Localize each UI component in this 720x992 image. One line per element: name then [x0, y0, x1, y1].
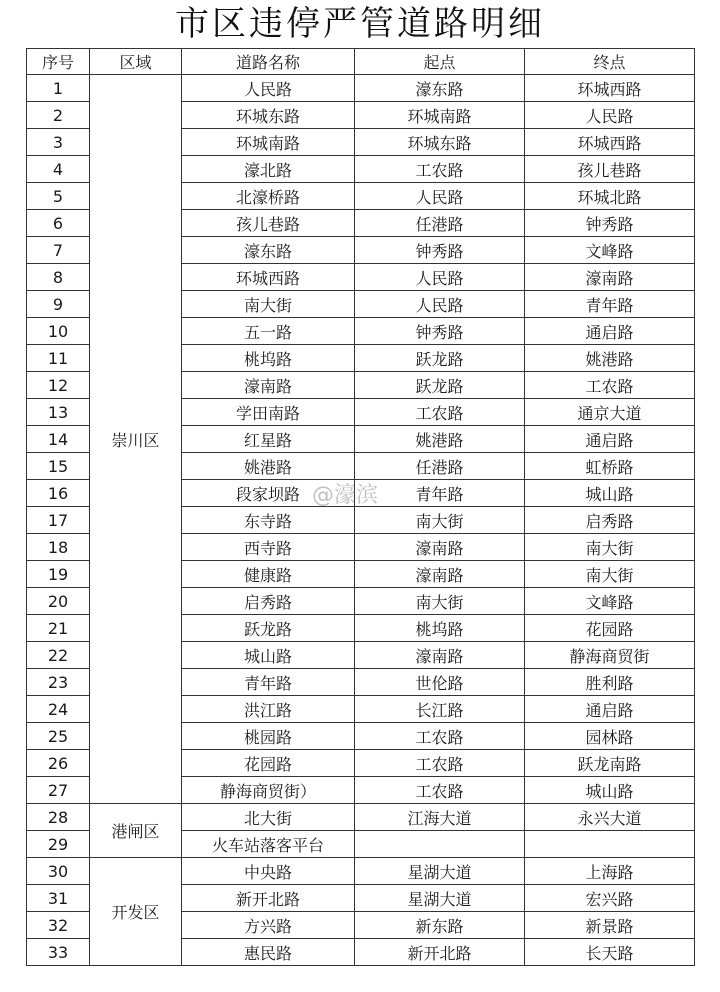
- road-name-cell: 跃龙路: [182, 615, 355, 642]
- road-name-cell: 健康路: [182, 561, 355, 588]
- start-point-cell: 工农路: [355, 777, 525, 804]
- end-point-cell: 静海商贸街: [525, 642, 695, 669]
- end-point-cell: 胜利路: [525, 669, 695, 696]
- row-number-cell: 27: [27, 777, 90, 804]
- start-point-cell: 桃坞路: [355, 615, 525, 642]
- end-point-cell: 通京大道: [525, 399, 695, 426]
- end-point-cell: 人民路: [525, 102, 695, 129]
- end-point-cell: 花园路: [525, 615, 695, 642]
- start-point-cell: 工农路: [355, 156, 525, 183]
- road-name-cell: 花园路: [182, 750, 355, 777]
- end-point-cell: 跃龙南路: [525, 750, 695, 777]
- road-name-cell: 西寺路: [182, 534, 355, 561]
- row-number-cell: 5: [27, 183, 90, 210]
- district-cell: 崇川区: [90, 75, 182, 804]
- row-number-cell: 2: [27, 102, 90, 129]
- page-title: 市区违停严管道路明细: [175, 4, 545, 44]
- start-point-cell: 钟秀路: [355, 318, 525, 345]
- start-point-cell: 南大街: [355, 588, 525, 615]
- table-row: [27, 75, 695, 102]
- road-name-cell: 孩儿巷路: [182, 210, 355, 237]
- start-point-cell: 青年路: [355, 480, 525, 507]
- start-point-cell: 江海大道: [355, 804, 525, 831]
- end-point-cell: 姚港路: [525, 345, 695, 372]
- start-point-cell: 人民路: [355, 264, 525, 291]
- row-number-cell: 30: [27, 858, 90, 885]
- end-point-cell: 新景路: [525, 912, 695, 939]
- road-name-cell: 北濠桥路: [182, 183, 355, 210]
- row-number-cell: 33: [27, 939, 90, 966]
- start-point-cell: 新东路: [355, 912, 525, 939]
- road-name-cell: 桃坞路: [182, 345, 355, 372]
- header-start-point: 起点: [355, 49, 525, 75]
- table-row: [27, 858, 695, 885]
- table-row: [27, 804, 695, 831]
- row-number-cell: 13: [27, 399, 90, 426]
- start-point-cell: 任港路: [355, 453, 525, 480]
- end-point-cell: 濠南路: [525, 264, 695, 291]
- start-point-cell: 星湖大道: [355, 885, 525, 912]
- row-number-cell: 23: [27, 669, 90, 696]
- row-number-cell: 15: [27, 453, 90, 480]
- road-name-cell: 人民路: [182, 75, 355, 102]
- start-point-cell: 濠南路: [355, 534, 525, 561]
- row-number-cell: 25: [27, 723, 90, 750]
- road-name-cell: 姚港路: [182, 453, 355, 480]
- end-point-cell: 工农路: [525, 372, 695, 399]
- start-point-cell: 人民路: [355, 183, 525, 210]
- end-point-cell: 文峰路: [525, 588, 695, 615]
- start-point-cell: 姚港路: [355, 426, 525, 453]
- header-no: 序号: [27, 49, 90, 75]
- road-name-cell: 学田南路: [182, 399, 355, 426]
- road-name-cell: 红星路: [182, 426, 355, 453]
- start-point-cell: 星湖大道: [355, 858, 525, 885]
- road-name-cell: 青年路: [182, 669, 355, 696]
- start-point-cell: 世伦路: [355, 669, 525, 696]
- end-point-cell: 上海路: [525, 858, 695, 885]
- start-point-cell: 跃龙路: [355, 372, 525, 399]
- header-end-point: 终点: [525, 49, 695, 75]
- road-name-cell: 北大街: [182, 804, 355, 831]
- row-number-cell: 9: [27, 291, 90, 318]
- row-number-cell: 16: [27, 480, 90, 507]
- road-name-cell: 新开北路: [182, 885, 355, 912]
- road-name-cell: 濠东路: [182, 237, 355, 264]
- road-name-cell: 段家坝路: [182, 480, 355, 507]
- row-number-cell: 32: [27, 912, 90, 939]
- row-number-cell: 24: [27, 696, 90, 723]
- start-point-cell: 跃龙路: [355, 345, 525, 372]
- road-name-cell: 南大街: [182, 291, 355, 318]
- end-point-cell: 文峰路: [525, 237, 695, 264]
- row-number-cell: 20: [27, 588, 90, 615]
- end-point-cell: 南大街: [525, 561, 695, 588]
- table-body: [27, 75, 695, 966]
- road-name-cell: 濠北路: [182, 156, 355, 183]
- header-district: 区域: [90, 49, 182, 75]
- end-point-cell: 通启路: [525, 426, 695, 453]
- end-point-cell: 启秀路: [525, 507, 695, 534]
- start-point-cell: 工农路: [355, 399, 525, 426]
- end-point-cell: 永兴大道: [525, 804, 695, 831]
- road-name-cell: 环城东路: [182, 102, 355, 129]
- start-point-cell: 濠东路: [355, 75, 525, 102]
- start-point-cell: [355, 831, 525, 858]
- start-point-cell: 南大街: [355, 507, 525, 534]
- start-point-cell: 环城东路: [355, 129, 525, 156]
- road-name-cell: 濠南路: [182, 372, 355, 399]
- end-point-cell: 南大街: [525, 534, 695, 561]
- row-number-cell: 26: [27, 750, 90, 777]
- end-point-cell: [525, 831, 695, 858]
- road-name-cell: 启秀路: [182, 588, 355, 615]
- road-name-cell: 惠民路: [182, 939, 355, 966]
- end-point-cell: 环城西路: [525, 129, 695, 156]
- end-point-cell: 长天路: [525, 939, 695, 966]
- start-point-cell: 新开北路: [355, 939, 525, 966]
- district-cell: 港闸区: [90, 804, 182, 858]
- end-point-cell: 环城西路: [525, 75, 695, 102]
- row-number-cell: 6: [27, 210, 90, 237]
- end-point-cell: 宏兴路: [525, 885, 695, 912]
- road-name-cell: 东寺路: [182, 507, 355, 534]
- end-point-cell: 城山路: [525, 480, 695, 507]
- road-name-cell: 城山路: [182, 642, 355, 669]
- road-name-cell: 五一路: [182, 318, 355, 345]
- row-number-cell: 8: [27, 264, 90, 291]
- district-cell: 开发区: [90, 858, 182, 966]
- start-point-cell: 濠南路: [355, 561, 525, 588]
- start-point-cell: 濠南路: [355, 642, 525, 669]
- table-header-row: [27, 49, 695, 75]
- road-name-cell: 洪江路: [182, 696, 355, 723]
- start-point-cell: 长江路: [355, 696, 525, 723]
- road-name-cell: 环城南路: [182, 129, 355, 156]
- road-name-cell: 火车站落客平台: [182, 831, 355, 858]
- end-point-cell: 钟秀路: [525, 210, 695, 237]
- row-number-cell: 14: [27, 426, 90, 453]
- road-name-cell: 静海商贸街）: [182, 777, 355, 804]
- end-point-cell: 通启路: [525, 318, 695, 345]
- row-number-cell: 28: [27, 804, 90, 831]
- end-point-cell: 虹桥路: [525, 453, 695, 480]
- start-point-cell: 工农路: [355, 723, 525, 750]
- row-number-cell: 1: [27, 75, 90, 102]
- end-point-cell: 通启路: [525, 696, 695, 723]
- row-number-cell: 21: [27, 615, 90, 642]
- row-number-cell: 7: [27, 237, 90, 264]
- row-number-cell: 19: [27, 561, 90, 588]
- row-number-cell: 29: [27, 831, 90, 858]
- end-point-cell: 环城北路: [525, 183, 695, 210]
- row-number-cell: 10: [27, 318, 90, 345]
- end-point-cell: 城山路: [525, 777, 695, 804]
- end-point-cell: 青年路: [525, 291, 695, 318]
- road-name-cell: 方兴路: [182, 912, 355, 939]
- row-number-cell: 22: [27, 642, 90, 669]
- row-number-cell: 4: [27, 156, 90, 183]
- header-road-name: 道路名称: [182, 49, 355, 75]
- start-point-cell: 钟秀路: [355, 237, 525, 264]
- road-name-cell: 桃园路: [182, 723, 355, 750]
- road-name-cell: 中央路: [182, 858, 355, 885]
- start-point-cell: 环城南路: [355, 102, 525, 129]
- end-point-cell: 园林路: [525, 723, 695, 750]
- row-number-cell: 3: [27, 129, 90, 156]
- end-point-cell: 孩儿巷路: [525, 156, 695, 183]
- watermark: @濠滨: [312, 483, 379, 508]
- row-number-cell: 12: [27, 372, 90, 399]
- row-number-cell: 17: [27, 507, 90, 534]
- start-point-cell: 人民路: [355, 291, 525, 318]
- road-table: [26, 48, 695, 966]
- row-number-cell: 18: [27, 534, 90, 561]
- row-number-cell: 31: [27, 885, 90, 912]
- row-number-cell: 11: [27, 345, 90, 372]
- start-point-cell: 工农路: [355, 750, 525, 777]
- start-point-cell: 任港路: [355, 210, 525, 237]
- road-name-cell: 环城西路: [182, 264, 355, 291]
